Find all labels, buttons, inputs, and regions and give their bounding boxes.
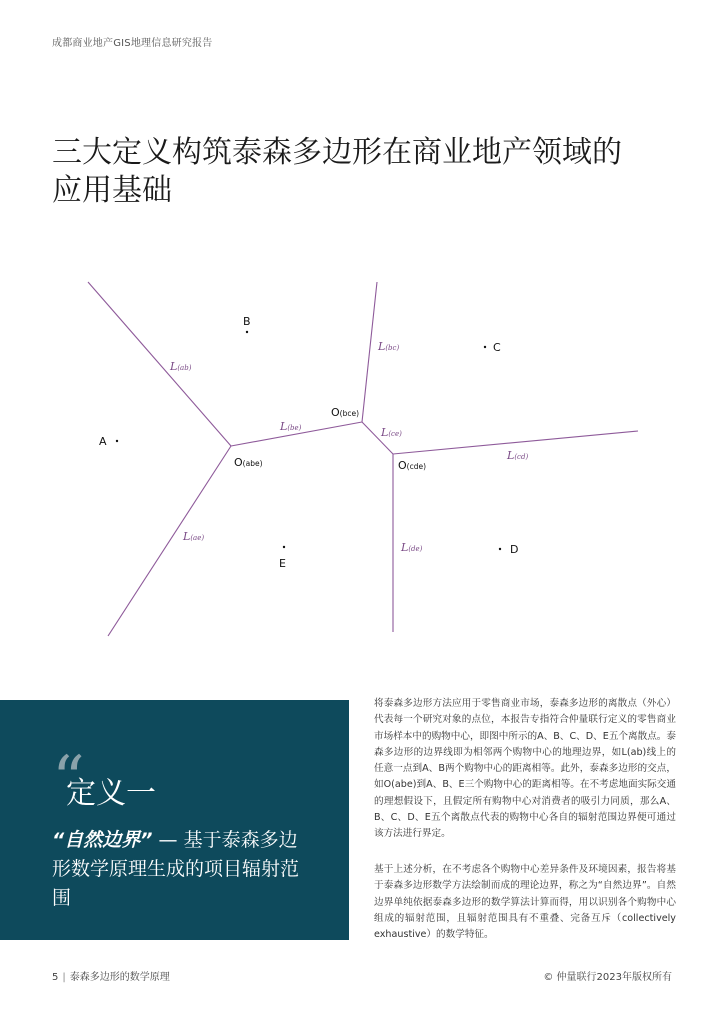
footer-left <box>52 968 170 983</box>
vertex-label-abe <box>234 456 263 469</box>
edge-label-be <box>279 420 302 433</box>
site-point-e <box>283 546 285 548</box>
body-paragraph-2: 基于上述分析，在不考虑各个购物中心差异条件及环境因素，报告将基于泰森多边形数学方法绘制而成的理论边界，称之为“自然边界”。自然边界单纯依据泰森多边形的数学算法计算而得，用以识别各个购物中心组成的辐射范围，且辐射范围具有不重叠、完备互斥（collectively exhaustive）的数学特征。 <box>374 864 676 941</box>
definition-text: — 基于泰森多边形数学原理生成的项目辐射范围 <box>52 829 300 909</box>
edge-line-cd <box>393 431 638 454</box>
site-label-b: B <box>243 315 251 328</box>
edge-line-ab <box>88 282 231 446</box>
definition-description <box>52 826 312 913</box>
quote-mark-icon: “ <box>52 743 85 817</box>
report-header: 成都商业地产GIS地理信息研究报告 <box>52 38 213 49</box>
footer-section: 泰森多边形的数学原理 <box>69 972 170 983</box>
footer-separator: | <box>62 972 66 983</box>
vertex-bce-sub: (bce) <box>339 409 360 418</box>
site-label-d: D <box>510 543 519 556</box>
page-number: 5 <box>52 972 59 983</box>
site-label-e: E <box>279 557 286 570</box>
definition-title: 定义一 <box>66 776 156 811</box>
edge-line-ce <box>362 422 393 454</box>
vertex-abe-sub: (abe) <box>242 459 263 468</box>
edge-ae-main: L <box>183 530 191 543</box>
edge-line-ae <box>108 446 231 636</box>
voronoi-diagram <box>0 270 724 640</box>
vertex-label-bce <box>331 406 359 419</box>
vertex-abe-main: O <box>234 456 243 469</box>
edge-bc-sub: (bc) <box>385 344 400 352</box>
edge-label-de <box>400 541 423 554</box>
edge-line-bc <box>362 282 377 422</box>
edge-label-bc <box>377 340 399 353</box>
definition-term: “自然边界” <box>52 829 153 851</box>
site-label-c: C <box>493 341 501 354</box>
site-point-b <box>246 331 248 333</box>
site-point-a <box>116 440 118 442</box>
footer-copyright: © 仲量联行2023年版权所有 <box>543 972 672 983</box>
site-point-d <box>499 548 501 550</box>
vertex-cde-main: O <box>398 459 407 472</box>
vertex-bce-main: O <box>331 406 340 419</box>
edge-ce-main: L <box>381 426 389 439</box>
page-title-line-1: 三大定义构筑泰森多边形在商业地产领域的 <box>52 135 622 170</box>
page-title-line-2: 应用基础 <box>52 173 172 208</box>
body-paragraph-1: 将泰森多边形方法应用于零售商业市场，泰森多边形的离散点（外心）代表每一个研究对象的点位，本报告专指符合仲量联行定义的零售商业市场样本中的购物中心，即图中所示的A、B、C、D、E五个离散点。泰森多边形的边界线即为相邻两个购物中心的地理边界，如L(ab)线上的任意一点到A、B两个购物中心的距离相等。此外，泰森多边形的交点，如O(abe)到A、B、E三个购物中心的距离相等。在不考虑地面实际交通的理想假设下，且假定所有购物中心对消费者的吸引力同质，那么A、B、C、D、E五个离散点代表的购物中心各自的辐射范围边界便可通过该方法进行界定。 <box>374 698 676 840</box>
site-label-a: A <box>99 435 107 448</box>
edge-be-main: L <box>280 420 288 433</box>
edge-de-sub: (de) <box>408 545 423 553</box>
vertex-cde-sub: (cde) <box>406 462 427 471</box>
edge-ab-sub: (ab) <box>177 364 192 372</box>
edge-ae-sub: (ae) <box>190 534 205 542</box>
edge-bc-main: L <box>378 340 386 353</box>
page-title <box>52 134 672 210</box>
vertex-label-cde <box>398 459 426 472</box>
edge-cd-sub: (cd) <box>514 453 529 461</box>
edge-label-ae <box>182 530 204 543</box>
edge-label-ce <box>380 426 402 439</box>
edge-ab-main: L <box>170 360 178 373</box>
edge-be-sub: (be) <box>287 424 302 432</box>
edge-label-cd <box>506 449 528 462</box>
voronoi-edges <box>88 282 638 636</box>
edge-de-main: L <box>401 541 409 554</box>
edge-label-ab <box>169 360 192 373</box>
edge-ce-sub: (ce) <box>388 430 402 438</box>
site-point-c <box>484 346 486 348</box>
edge-cd-main: L <box>507 449 515 462</box>
